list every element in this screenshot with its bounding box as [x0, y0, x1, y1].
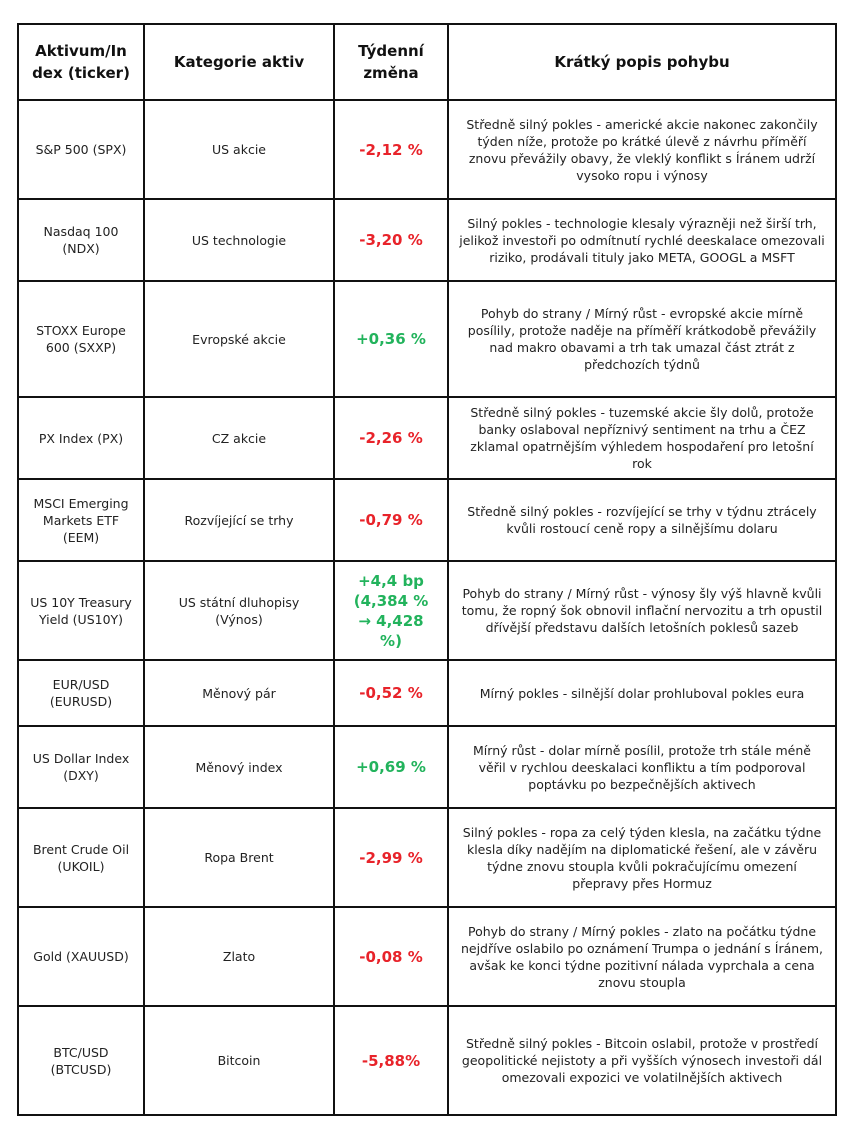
category-cell: Měnový index — [144, 726, 334, 808]
change-cell: -0,52 % — [334, 660, 448, 726]
description-cell: Středně silný pokles - Bitcoin oslabil, protože v prostředí geopolitické nejistoty a při vyšších výnosech investoři dál omezovali expozici ve volatilnějších aktivech — [448, 1006, 836, 1115]
asset-cell: STOXX Europe 600 (SXXP) — [18, 281, 144, 397]
table-row — [18, 199, 836, 281]
change-cell: -2,12 % — [334, 100, 448, 199]
category-cell: CZ akcie — [144, 397, 334, 479]
asset-cell: US 10Y Treasury Yield (US10Y) — [18, 561, 144, 660]
category-cell: Zlato — [144, 907, 334, 1006]
market-weekly-table — [17, 23, 837, 1116]
table-row — [18, 808, 836, 907]
table-row — [18, 397, 836, 479]
category-cell: Měnový pár — [144, 660, 334, 726]
table-row — [18, 1006, 836, 1115]
change-cell: +0,69 % — [334, 726, 448, 808]
category-cell: Evropské akcie — [144, 281, 334, 397]
description-cell: Středně silný pokles - americké akcie nakonec zakončily týden níže, protože po krátké úlevě z návrhu příměří znovu převážily obavy, že vleklý konflikt s Íránem udrží vysoko ropu i výnosy — [448, 100, 836, 199]
description-cell: Pohyb do strany / Mírný pokles - zlato na počátku týdne nejdříve oslabilo po oznámení Trumpa o jednání s Íránem, avšak ke konci týdne pozitivní nálada vyprchala a cena znovu stoupla — [448, 907, 836, 1006]
header-category: Kategorie aktiv — [144, 24, 334, 100]
header-description: Krátký popis pohybu — [448, 24, 836, 100]
table-row — [18, 561, 836, 660]
category-cell: US státní dluhopisy (Výnos) — [144, 561, 334, 660]
change-cell: +0,36 % — [334, 281, 448, 397]
category-cell: US technologie — [144, 199, 334, 281]
asset-cell: US Dollar Index (DXY) — [18, 726, 144, 808]
header-change: Týdenní změna — [334, 24, 448, 100]
description-cell: Pohyb do strany / Mírný růst - evropské akcie mírně posílily, protože naděje na příměří krátkodobě převážily nad makro obavami a trh tak umazal část ztrát z předchozích týdnů — [448, 281, 836, 397]
header-row — [18, 24, 836, 100]
description-cell: Pohyb do strany / Mírný růst - výnosy šly výš hlavně kvůli tomu, že ropný šok obnovil inflační nervozitu a trh opustil dřívější představu dalších letošních poklesů sazeb — [448, 561, 836, 660]
table-row — [18, 726, 836, 808]
change-cell: -3,20 % — [334, 199, 448, 281]
table-row — [18, 100, 836, 199]
change-cell: -2,99 % — [334, 808, 448, 907]
category-cell: US akcie — [144, 100, 334, 199]
table-row — [18, 907, 836, 1006]
category-cell: Ropa Brent — [144, 808, 334, 907]
asset-cell: BTC/USD (BTCUSD) — [18, 1006, 144, 1115]
description-cell: Mírný růst - dolar mírně posílil, protože trh stále méně věřil v rychlou deeskalaci konfliktu a tím podporoval poptávku po bezpečnějších aktivech — [448, 726, 836, 808]
change-cell: -0,08 % — [334, 907, 448, 1006]
change-cell: -5,88% — [334, 1006, 448, 1115]
table-row — [18, 479, 836, 561]
asset-cell: Nasdaq 100 (NDX) — [18, 199, 144, 281]
header-asset: Aktivum/In dex (ticker) — [18, 24, 144, 100]
change-cell: -2,26 % — [334, 397, 448, 479]
asset-cell: Brent Crude Oil (UKOIL) — [18, 808, 144, 907]
description-cell: Středně silný pokles - tuzemské akcie šly dolů, protože banky oslaboval nepříznivý sentiment na trhu a ČEZ zklamal opatrnějším výhledem hospodaření pro letošní rok — [448, 397, 836, 479]
table-row — [18, 660, 836, 726]
description-cell: Mírný pokles - silnější dolar prohluboval pokles eura — [448, 660, 836, 726]
description-cell: Silný pokles - technologie klesaly výrazněji než širší trh, jelikož investoři po odmítnutí rychlé deeskalace omezovali riziko, prodávali tituly jako META, GOOGL a MSFT — [448, 199, 836, 281]
table-row — [18, 281, 836, 397]
asset-cell: PX Index (PX) — [18, 397, 144, 479]
description-cell: Silný pokles - ropa za celý týden klesla, na začátku týdne klesla díky nadějím na diplomatické řešení, ale v závěru týdne znovu stoupla kvůli pokračujícímu omezení přepravy přes Hormuz — [448, 808, 836, 907]
category-cell: Rozvíjející se trhy — [144, 479, 334, 561]
asset-cell: MSCI Emerging Markets ETF (EEM) — [18, 479, 144, 561]
description-cell: Středně silný pokles - rozvíjející se trhy v týdnu ztrácely kvůli rostoucí ceně ropy a silnějšímu dolaru — [448, 479, 836, 561]
change-cell: +4,4 bp (4,384 % → 4,428 %) — [334, 561, 448, 660]
asset-cell: S&P 500 (SPX) — [18, 100, 144, 199]
asset-cell: Gold (XAUUSD) — [18, 907, 144, 1006]
asset-cell: EUR/USD (EURUSD) — [18, 660, 144, 726]
change-cell: -0,79 % — [334, 479, 448, 561]
category-cell: Bitcoin — [144, 1006, 334, 1115]
